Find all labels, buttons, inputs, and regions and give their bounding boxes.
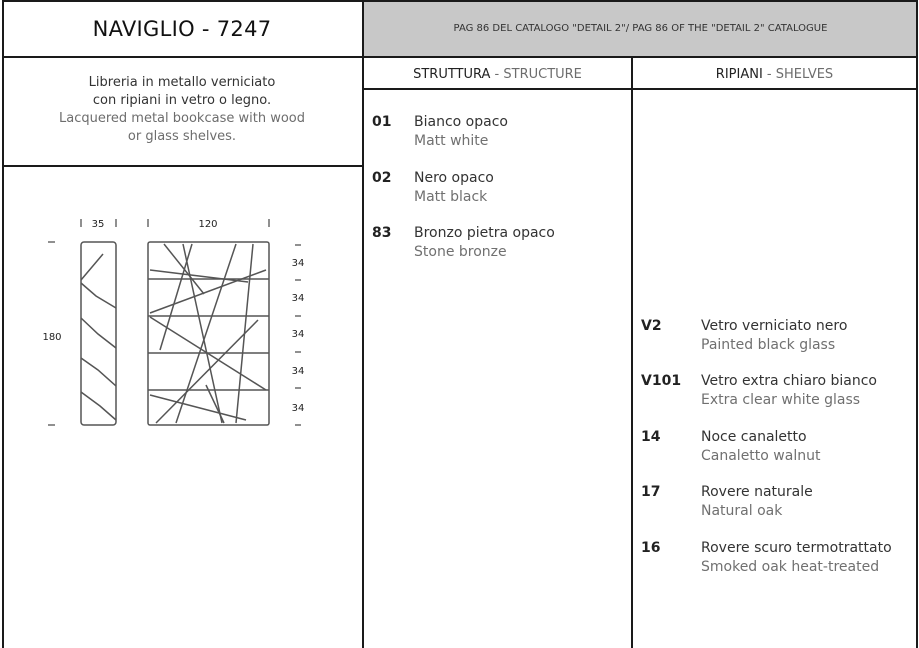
structure-header-en: STRUCTURE: [503, 66, 582, 82]
option-name-it: Noce canaletto: [701, 429, 807, 445]
option-code: 02: [372, 170, 392, 186]
option-name-en: Matt white: [414, 133, 489, 149]
option-name-en: Extra clear white glass: [701, 392, 861, 408]
front-width-label: 120: [198, 219, 218, 230]
option-code: V101: [641, 373, 682, 389]
option-name-en: Canaletto walnut: [701, 448, 821, 464]
border-right: [916, 0, 918, 648]
product-title: NAVIGLIO - 7247: [92, 16, 272, 41]
height-label: 180: [42, 332, 62, 343]
shelves-header-en: SHELVES: [775, 66, 834, 82]
shelf-spacing-label: 34: [291, 293, 305, 304]
shelf-spacing-label: 34: [291, 329, 305, 340]
option-code: 83: [372, 225, 392, 241]
option-name-en: Stone bronze: [414, 244, 507, 260]
shelves-header: [633, 60, 916, 88]
option-code: 14: [641, 429, 661, 445]
divider-colhdr-horizontal: [364, 88, 917, 90]
side-view: [81, 242, 116, 425]
structure-header: [364, 60, 631, 88]
option-code: V2: [641, 318, 662, 334]
shelf-spacing-label: 34: [291, 366, 305, 377]
divider-main-vertical: [362, 0, 364, 648]
divider-columns-vertical: [631, 57, 633, 648]
structure-header-it: STRUTTURA: [413, 66, 491, 82]
shelf-spacing-label: 34: [291, 258, 305, 269]
option-name-it: Nero opaco: [414, 170, 494, 186]
description-it-line2: con ripiani in vetro o legno.: [92, 93, 272, 108]
shelves-header-sep: -: [762, 66, 776, 82]
option-name-en: Matt black: [414, 189, 488, 205]
description-it-line1: Libreria in metallo verniciato: [88, 75, 276, 90]
option-code: 17: [641, 484, 661, 500]
front-view: [148, 242, 269, 425]
shelves-header-it: RIPIANI: [715, 66, 763, 82]
option-name-en: Natural oak: [701, 503, 783, 519]
option-name-it: Bianco opaco: [414, 114, 508, 130]
side-width-label: 35: [91, 219, 105, 230]
option-name-it: Vetro verniciato nero: [701, 318, 848, 334]
option-name-en: Smoked oak heat-treated: [701, 559, 880, 575]
description-en-line2: or glass shelves.: [127, 129, 237, 144]
option-name-it: Vetro extra chiaro bianco: [701, 373, 877, 389]
option-code: 01: [372, 114, 392, 130]
option-name-it: Bronzo pietra opaco: [414, 225, 555, 241]
catalog-reference: PAG 86 DEL CATALOGO "DETAIL 2"/ PAG 86 OF THE "DETAIL 2" CATALOGUE: [453, 23, 828, 34]
description-en-line1: Lacquered metal bookcase with wood: [59, 111, 305, 126]
shelf-spacing-label: 34: [291, 403, 305, 414]
option-name-it: Rovere naturale: [701, 484, 813, 500]
bookcase-drawing: [0, 0, 362, 648]
structure-header-sep: -: [490, 66, 504, 82]
option-name-it: Rovere scuro termotrattato: [701, 540, 892, 556]
option-code: 16: [641, 540, 661, 556]
option-name-en: Painted black glass: [701, 337, 836, 353]
